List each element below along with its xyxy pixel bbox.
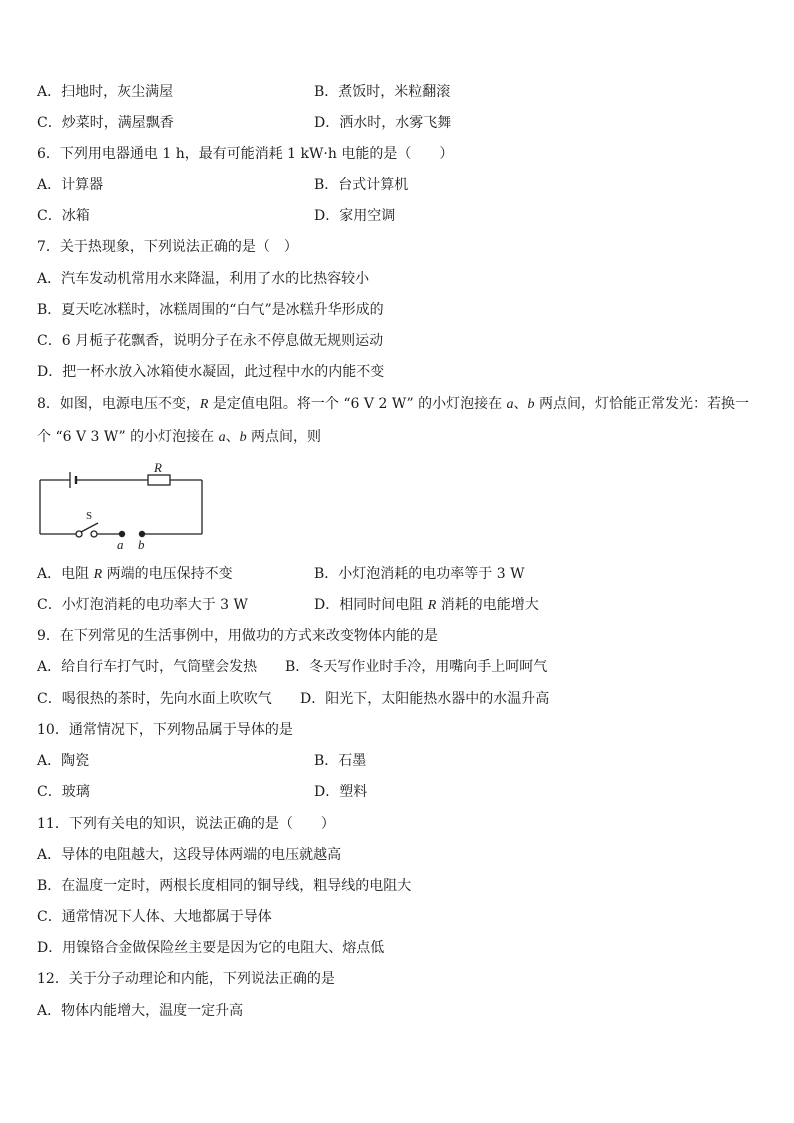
q12-stem: 12．关于分子动理论和内能，下列说法正确的是 [37, 971, 335, 987]
q7-option-a: A．汽车发动机常用水来降温，利用了水的比热容较小 [37, 271, 370, 287]
q6-option-b: B．台式计算机 [314, 177, 409, 193]
q8-option-text: A．电阻 [37, 566, 94, 582]
switch-terminal [91, 531, 97, 537]
q8-stem-text: 8．如图，电源电压不变， [37, 396, 200, 412]
q8-option-d [314, 595, 539, 616]
q8-stem-line2 [37, 427, 321, 448]
label-r: R [154, 460, 162, 475]
q5-option-d: D．洒水时，水雾飞舞 [314, 115, 452, 131]
q7-stem: 7．关于热现象，下列说法正确的是（ ） [37, 239, 298, 255]
q8-var-b: b [239, 430, 247, 445]
q8-option-c: C．小灯泡消耗的电功率大于 3 W [37, 597, 248, 613]
q5-option-b: B．煮饭时，米粒翻滚 [314, 84, 451, 100]
q8-stem-text: 、 [225, 429, 240, 445]
q8-var-r: R [199, 397, 209, 412]
q6-option-c: C．冰箱 [37, 208, 90, 224]
q11-option-d: D．用镍铬合金做保险丝主要是因为它的电阻大、熔点低 [37, 940, 385, 956]
q8-option-text: 消耗的电能增大 [436, 597, 539, 613]
q5-option-a: A．扫地时，灰尘满屋 [37, 84, 174, 100]
q6-option-a: A．计算器 [37, 177, 104, 193]
q9-stem: 9．在下列常见的生活事例中，用做功的方式来改变物体内能的是 [37, 628, 438, 644]
q9-option-c: C．喝很热的茶时，先向水面上吹吹气 [37, 691, 272, 707]
q8-var-a: a [218, 430, 226, 445]
q8-var-b: b [527, 397, 535, 412]
q8-option-b: B．小灯泡消耗的电功率等于 3 W [314, 566, 525, 582]
q8-stem-text: 个 “6 V 3 W” 的小灯泡接在 [37, 429, 219, 445]
q8-stem-text: 、 [513, 396, 528, 412]
q9-option-b: B．冬天写作业时手冷，用嘴向手上呵呵气 [285, 659, 548, 675]
q8-option-a [37, 564, 233, 585]
q8-stem-line1 [37, 394, 749, 415]
q8-option-text: D．相同时间电阻 [314, 597, 428, 613]
q9-option-d: D．阳光下，太阳能热水器中的水温升高 [300, 691, 550, 707]
q7-option-b: B．夏天吃冰糕时，冰糕周围的“白气”是冰糕升华形成的 [37, 302, 384, 318]
q5-option-c: C．炒菜时，满屋飘香 [37, 115, 174, 131]
q11-option-c: C．通常情况下人体、大地都属于导体 [37, 909, 272, 925]
q8-stem-text: 两点间，则 [246, 429, 322, 445]
label-s: S [86, 510, 93, 522]
q12-option-a: A．物体内能增大，温度一定升高 [37, 1003, 244, 1019]
q6-stem: 6．下列用电器通电 1 h，最有可能消耗 1 kW·h 电能的是（ ） [37, 146, 454, 162]
q8-circuit-diagram [36, 460, 216, 552]
q10-option-a: A．陶瓷 [37, 753, 90, 769]
label-a: a [117, 537, 124, 552]
q8-option-text: 两端的电压保持不变 [102, 566, 233, 582]
q8-stem-text: 两点间，灯恰能正常发光：若换一 [534, 396, 749, 412]
switch-blade [81, 523, 98, 532]
q9-option-a: A．给自行车打气时，气筒壁会发热 [37, 659, 258, 675]
q8-var-a: a [506, 397, 514, 412]
q7-option-d: D．把一杯水放入冰箱使水凝固，此过程中水的内能不变 [37, 364, 385, 380]
q10-option-d: D．塑料 [314, 784, 368, 800]
q6-option-d: D．家用空调 [314, 208, 396, 224]
resistor-icon [148, 475, 170, 485]
q10-option-c: C．玻璃 [37, 784, 90, 800]
q10-option-b: B．石墨 [314, 753, 367, 769]
q11-option-a: A．导体的电阻越大，这段导体两端的电压就越高 [37, 847, 342, 863]
q11-stem: 11．下列有关电的知识，说法正确的是（ ） [37, 816, 335, 832]
q8-stem-text: 是定值电阻。将一个 “6 V 2 W” 的小灯泡接在 [208, 396, 507, 412]
q11-option-b: B．在温度一定时，两根长度相同的铜导线，粗导线的电阻大 [37, 878, 412, 894]
q7-option-c: C．6 月栀子花飘香，说明分子在永不停息做无规则运动 [37, 333, 384, 349]
q8-var-r: R [93, 567, 103, 582]
q8-var-r: R [427, 598, 437, 613]
label-b: b [138, 537, 145, 552]
q10-stem: 10．通常情况下，下列物品属于导体的是 [37, 722, 293, 738]
